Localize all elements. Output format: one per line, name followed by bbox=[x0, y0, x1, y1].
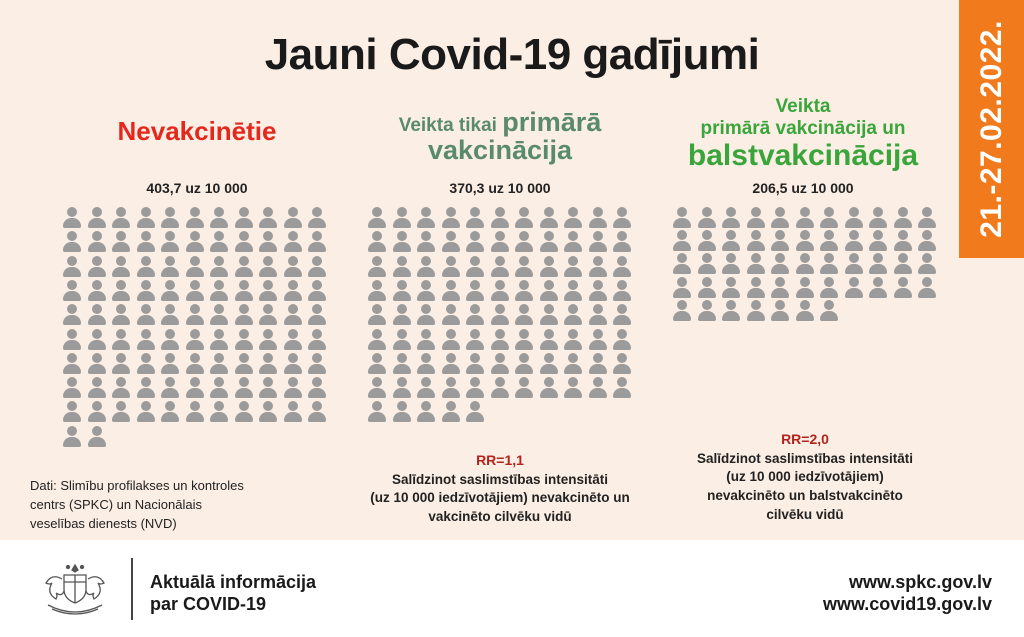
person-icon bbox=[612, 304, 632, 326]
person-icon bbox=[588, 207, 608, 229]
person-icon bbox=[490, 280, 510, 302]
person-icon bbox=[234, 401, 254, 423]
person-icon bbox=[160, 280, 180, 302]
person-icon bbox=[367, 401, 387, 423]
person-icon bbox=[539, 353, 559, 375]
person-icon bbox=[514, 304, 534, 326]
person-icon bbox=[307, 377, 327, 399]
person-icon bbox=[367, 329, 387, 351]
person-icon bbox=[672, 277, 692, 299]
person-icon bbox=[136, 377, 156, 399]
person-icon bbox=[697, 300, 717, 322]
person-icon bbox=[868, 253, 888, 275]
person-icon bbox=[111, 401, 131, 423]
person-icon bbox=[258, 280, 278, 302]
person-icon bbox=[514, 377, 534, 399]
person-icon bbox=[746, 230, 766, 252]
person-icon bbox=[795, 300, 815, 322]
person-icon bbox=[672, 253, 692, 275]
person-icon bbox=[160, 401, 180, 423]
person-icon bbox=[588, 304, 608, 326]
person-icon bbox=[258, 353, 278, 375]
person-icon bbox=[283, 329, 303, 351]
person-icon bbox=[917, 277, 937, 299]
person-icon bbox=[392, 256, 412, 278]
person-icon bbox=[770, 277, 790, 299]
heading-unvaccinated: Nevakcinētie bbox=[117, 116, 277, 146]
person-icon bbox=[770, 253, 790, 275]
person-icon bbox=[367, 377, 387, 399]
person-icon bbox=[185, 231, 205, 253]
person-icon bbox=[209, 231, 229, 253]
person-icon bbox=[514, 256, 534, 278]
person-icon bbox=[416, 401, 436, 423]
person-icon bbox=[185, 401, 205, 423]
rr-booster-text: nevakcinēto un balstvakcinēto bbox=[707, 488, 903, 504]
person-icon bbox=[697, 277, 717, 299]
person-icon bbox=[441, 207, 461, 229]
person-icon bbox=[465, 280, 485, 302]
heading-primary-emph: primārā bbox=[502, 107, 602, 137]
person-icon bbox=[209, 401, 229, 423]
heading-booster-line1: Veikta bbox=[775, 96, 831, 117]
person-icon bbox=[62, 353, 82, 375]
person-icon bbox=[588, 256, 608, 278]
person-icon bbox=[367, 207, 387, 229]
footer-divider bbox=[131, 558, 133, 620]
person-icon bbox=[697, 253, 717, 275]
person-icon bbox=[392, 280, 412, 302]
person-icon bbox=[612, 280, 632, 302]
person-icon bbox=[514, 329, 534, 351]
person-icon bbox=[185, 304, 205, 326]
person-icon bbox=[588, 353, 608, 375]
person-icon bbox=[416, 256, 436, 278]
person-icon bbox=[844, 230, 864, 252]
heading-booster-vaccination bbox=[668, 96, 938, 171]
person-icon bbox=[539, 304, 559, 326]
person-icon bbox=[612, 231, 632, 253]
person-icon bbox=[868, 207, 888, 229]
person-icon bbox=[441, 280, 461, 302]
person-icon bbox=[136, 353, 156, 375]
person-icon bbox=[868, 230, 888, 252]
person-icon bbox=[209, 329, 229, 351]
person-icon bbox=[307, 353, 327, 375]
person-icon bbox=[465, 401, 485, 423]
person-icon bbox=[62, 280, 82, 302]
heading-primary-line2: vakcinācija bbox=[427, 135, 573, 166]
person-icon bbox=[490, 377, 510, 399]
person-icon bbox=[514, 207, 534, 229]
rr-booster-block bbox=[660, 430, 950, 525]
person-icon bbox=[416, 377, 436, 399]
person-icon bbox=[392, 231, 412, 253]
person-icon bbox=[588, 231, 608, 253]
person-icon bbox=[465, 329, 485, 351]
person-icon bbox=[307, 401, 327, 423]
person-icon bbox=[539, 329, 559, 351]
person-icon bbox=[721, 300, 741, 322]
person-icon bbox=[697, 230, 717, 252]
person-icon bbox=[416, 231, 436, 253]
person-icon bbox=[917, 230, 937, 252]
heading-booster-line2: primārā vakcinācija un bbox=[700, 117, 906, 139]
person-icon bbox=[893, 207, 913, 229]
person-icon bbox=[441, 304, 461, 326]
person-icon bbox=[185, 377, 205, 399]
person-icon bbox=[721, 207, 741, 229]
person-icon bbox=[672, 300, 692, 322]
rate-booster-vaccination: 206,5 uz 10 000 bbox=[752, 180, 854, 196]
person-icon bbox=[87, 304, 107, 326]
person-icon bbox=[111, 280, 131, 302]
person-icon bbox=[185, 329, 205, 351]
date-range: 21.-27.02.2022. bbox=[974, 20, 1008, 238]
person-icon bbox=[209, 353, 229, 375]
person-icon bbox=[234, 280, 254, 302]
person-icon bbox=[612, 329, 632, 351]
person-icon bbox=[185, 207, 205, 229]
person-icon bbox=[539, 207, 559, 229]
person-icon bbox=[307, 231, 327, 253]
person-icon bbox=[87, 377, 107, 399]
person-icon bbox=[416, 304, 436, 326]
person-icon bbox=[62, 377, 82, 399]
person-icon bbox=[209, 377, 229, 399]
person-icon bbox=[392, 353, 412, 375]
person-icon bbox=[258, 207, 278, 229]
person-icon bbox=[185, 353, 205, 375]
person-icon bbox=[770, 230, 790, 252]
person-icon bbox=[563, 280, 583, 302]
person-icon bbox=[87, 329, 107, 351]
person-icon bbox=[441, 329, 461, 351]
person-icon bbox=[844, 253, 864, 275]
person-icon bbox=[160, 256, 180, 278]
person-icon bbox=[539, 256, 559, 278]
person-icon bbox=[917, 253, 937, 275]
person-icon bbox=[111, 304, 131, 326]
person-icon bbox=[160, 207, 180, 229]
person-icon bbox=[893, 253, 913, 275]
person-icon bbox=[490, 329, 510, 351]
person-icon bbox=[819, 253, 839, 275]
person-icon bbox=[612, 353, 632, 375]
source-line: veselības dienests (NVD) bbox=[30, 515, 177, 531]
person-icon bbox=[136, 329, 156, 351]
person-icon bbox=[392, 304, 412, 326]
person-icon bbox=[283, 207, 303, 229]
person-icon bbox=[588, 329, 608, 351]
person-icon bbox=[258, 377, 278, 399]
person-icon bbox=[465, 207, 485, 229]
person-icon bbox=[283, 353, 303, 375]
person-icon bbox=[283, 377, 303, 399]
person-icon bbox=[111, 231, 131, 253]
heading-booster-line3: balstvakcinācija bbox=[687, 138, 919, 172]
person-icon bbox=[87, 401, 107, 423]
person-icon bbox=[893, 277, 913, 299]
person-icon bbox=[62, 426, 82, 448]
person-icon bbox=[490, 304, 510, 326]
person-icon bbox=[283, 280, 303, 302]
person-icon bbox=[465, 304, 485, 326]
person-icon bbox=[416, 353, 436, 375]
person-icon bbox=[136, 280, 156, 302]
person-icon bbox=[416, 280, 436, 302]
person-icon bbox=[234, 231, 254, 253]
person-icon bbox=[588, 377, 608, 399]
person-icon bbox=[490, 231, 510, 253]
rr-booster-text: Salīdzinot saslimstības intensitāti bbox=[696, 450, 914, 466]
person-icon bbox=[367, 231, 387, 253]
person-icon bbox=[563, 231, 583, 253]
person-icon bbox=[563, 207, 583, 229]
link-covid19[interactable]: www.covid19.gov.lv bbox=[822, 593, 992, 614]
footer-links bbox=[823, 572, 992, 615]
person-icon bbox=[234, 207, 254, 229]
person-icon bbox=[136, 256, 156, 278]
person-icon bbox=[539, 280, 559, 302]
person-icon bbox=[234, 304, 254, 326]
person-icon bbox=[588, 280, 608, 302]
person-icon bbox=[258, 329, 278, 351]
person-icon bbox=[917, 207, 937, 229]
person-icon bbox=[87, 280, 107, 302]
person-icon bbox=[563, 377, 583, 399]
person-icon bbox=[234, 329, 254, 351]
person-icon bbox=[111, 377, 131, 399]
person-icon bbox=[209, 304, 229, 326]
person-icon bbox=[87, 426, 107, 448]
person-icon bbox=[62, 401, 82, 423]
person-icon bbox=[87, 207, 107, 229]
person-icon bbox=[416, 207, 436, 229]
footer-info-line1: Aktuālā informācija bbox=[150, 572, 317, 592]
person-icon bbox=[258, 256, 278, 278]
person-icon bbox=[258, 304, 278, 326]
person-icon bbox=[490, 256, 510, 278]
person-icon bbox=[111, 353, 131, 375]
person-icon bbox=[234, 353, 254, 375]
person-icon bbox=[111, 207, 131, 229]
person-icon bbox=[721, 277, 741, 299]
heading-primary-prefix: Veikta tikai bbox=[398, 115, 503, 136]
person-icon bbox=[160, 353, 180, 375]
person-icon bbox=[514, 280, 534, 302]
person-icon bbox=[441, 353, 461, 375]
person-icon bbox=[258, 231, 278, 253]
person-icon bbox=[209, 207, 229, 229]
rr-primary-block bbox=[355, 451, 645, 527]
person-icon bbox=[307, 207, 327, 229]
rr-booster-text: cilvēku vidū bbox=[766, 507, 844, 523]
person-icon bbox=[160, 377, 180, 399]
person-icon bbox=[770, 207, 790, 229]
person-icon bbox=[283, 256, 303, 278]
person-icon bbox=[234, 256, 254, 278]
person-icon bbox=[563, 256, 583, 278]
rr-primary-text: Salīdzinot saslimstības intensitāti bbox=[391, 471, 609, 487]
rr-booster-text: (uz 10 000 iedzīvotājiem) bbox=[726, 469, 884, 485]
person-icon bbox=[721, 230, 741, 252]
person-icon bbox=[160, 231, 180, 253]
person-icon bbox=[612, 377, 632, 399]
person-icon bbox=[539, 231, 559, 253]
person-icon bbox=[307, 304, 327, 326]
source-line: Dati: Slimību profilakses un kontroles bbox=[30, 478, 244, 493]
person-icon bbox=[795, 230, 815, 252]
person-icon bbox=[441, 377, 461, 399]
person-icon bbox=[795, 207, 815, 229]
footer-info bbox=[150, 572, 316, 615]
rr-primary-text: vakcinēto cilvēku vidū bbox=[428, 509, 572, 525]
person-icon bbox=[819, 207, 839, 229]
person-icon bbox=[392, 329, 412, 351]
person-icon bbox=[392, 207, 412, 229]
person-icon bbox=[392, 377, 412, 399]
person-icon bbox=[868, 277, 888, 299]
person-icon bbox=[283, 401, 303, 423]
person-icon bbox=[746, 253, 766, 275]
rr-primary-text: (uz 10 000 iedzīvotājiem) nevakcinēto un bbox=[370, 490, 630, 506]
person-icon bbox=[87, 256, 107, 278]
page-title: Jauni Covid-19 gadījumi bbox=[264, 30, 760, 79]
person-icon bbox=[721, 253, 741, 275]
person-icon bbox=[795, 253, 815, 275]
person-icon bbox=[697, 207, 717, 229]
person-icon bbox=[465, 353, 485, 375]
person-icon bbox=[819, 300, 839, 322]
person-icon bbox=[307, 329, 327, 351]
person-icon bbox=[367, 280, 387, 302]
person-icon bbox=[136, 231, 156, 253]
date-banner bbox=[959, 0, 1024, 258]
person-icon bbox=[441, 401, 461, 423]
person-icon bbox=[672, 207, 692, 229]
person-icon bbox=[62, 329, 82, 351]
person-icon bbox=[209, 256, 229, 278]
rate-primary-vaccination: 370,3 uz 10 000 bbox=[449, 180, 551, 196]
person-icon bbox=[514, 231, 534, 253]
person-icon bbox=[893, 230, 913, 252]
person-icon bbox=[283, 304, 303, 326]
person-icon bbox=[672, 230, 692, 252]
person-icon bbox=[136, 401, 156, 423]
person-icon bbox=[465, 231, 485, 253]
person-icon bbox=[367, 304, 387, 326]
person-icon bbox=[367, 256, 387, 278]
person-icon bbox=[185, 256, 205, 278]
person-icon bbox=[770, 300, 790, 322]
person-icon bbox=[62, 256, 82, 278]
rate-unvaccinated: 403,7 uz 10 000 bbox=[146, 180, 248, 196]
person-icon bbox=[111, 329, 131, 351]
person-icon bbox=[795, 277, 815, 299]
person-icon bbox=[465, 377, 485, 399]
person-icon bbox=[62, 231, 82, 253]
heading-primary-vaccination bbox=[365, 108, 635, 165]
person-icon bbox=[367, 353, 387, 375]
person-icon bbox=[160, 329, 180, 351]
person-icon bbox=[465, 256, 485, 278]
person-icon bbox=[539, 377, 559, 399]
latvia-coat-of-arms-icon bbox=[38, 561, 112, 617]
person-icon bbox=[416, 329, 436, 351]
person-icon bbox=[746, 277, 766, 299]
footer-info-line2: par COVID-19 bbox=[150, 593, 267, 614]
person-icon bbox=[563, 353, 583, 375]
person-icon bbox=[819, 230, 839, 252]
person-icon bbox=[111, 256, 131, 278]
rr-primary-value: RR=1,1 bbox=[476, 452, 524, 468]
person-icon bbox=[844, 277, 864, 299]
person-icon bbox=[307, 280, 327, 302]
person-icon bbox=[87, 353, 107, 375]
person-icon bbox=[62, 304, 82, 326]
person-icon bbox=[844, 207, 864, 229]
person-icon bbox=[514, 353, 534, 375]
person-icon bbox=[490, 207, 510, 229]
person-icon bbox=[563, 329, 583, 351]
person-icon bbox=[563, 304, 583, 326]
person-icon bbox=[258, 401, 278, 423]
person-icon bbox=[819, 277, 839, 299]
person-icon bbox=[283, 231, 303, 253]
person-icon bbox=[87, 231, 107, 253]
person-icon bbox=[160, 304, 180, 326]
person-icon bbox=[185, 280, 205, 302]
person-icon bbox=[746, 207, 766, 229]
data-source-note bbox=[30, 477, 310, 534]
person-icon bbox=[209, 280, 229, 302]
person-icon bbox=[307, 256, 327, 278]
person-icon bbox=[612, 207, 632, 229]
person-icon bbox=[136, 207, 156, 229]
rr-booster-value: RR=2,0 bbox=[781, 431, 829, 447]
person-icon bbox=[612, 256, 632, 278]
person-icon bbox=[746, 300, 766, 322]
person-icon bbox=[234, 377, 254, 399]
person-icon bbox=[441, 231, 461, 253]
source-line: centrs (SPKC) un Nacionālais bbox=[30, 496, 202, 512]
person-icon bbox=[62, 207, 82, 229]
link-spkc[interactable]: www.spkc.gov.lv bbox=[848, 572, 992, 592]
person-icon bbox=[136, 304, 156, 326]
person-icon bbox=[392, 401, 412, 423]
person-icon bbox=[490, 353, 510, 375]
person-icon bbox=[441, 256, 461, 278]
